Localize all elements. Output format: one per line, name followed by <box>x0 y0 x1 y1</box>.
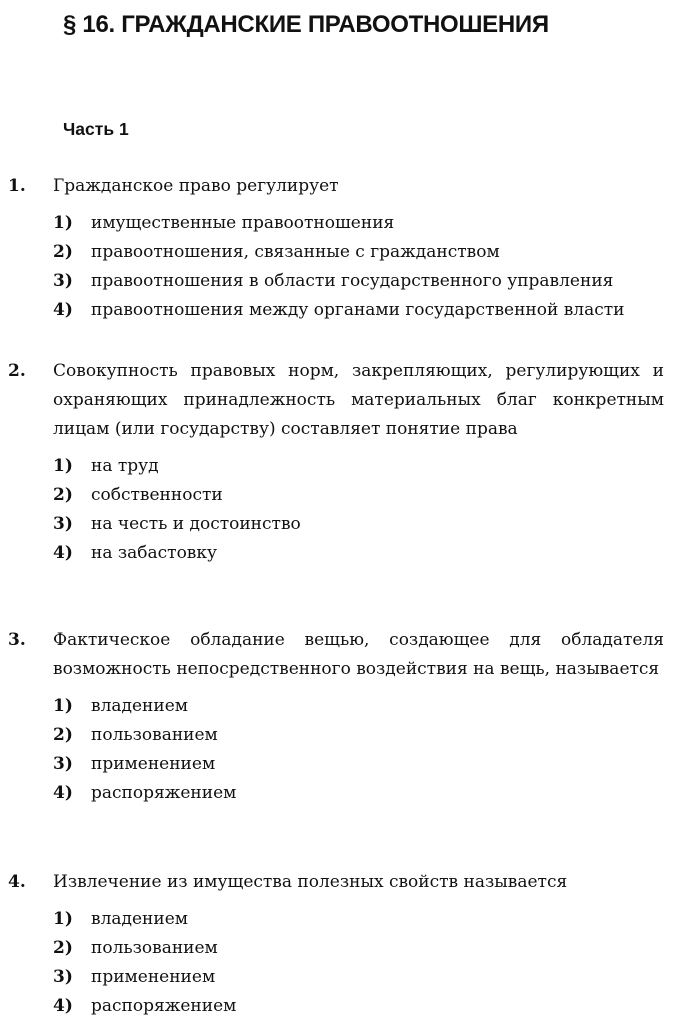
question-text: Совокупность правовых норм, закрепляющих, регулирующих и охраняющих принадлежность материальных благ конкретным лицам (или государству) составляет понятие права <box>53 361 664 439</box>
answer-option <box>53 481 664 510</box>
question-number: 3. <box>8 630 26 650</box>
answer-option <box>53 267 664 296</box>
answer-text: собственности <box>91 485 223 505</box>
answer-option <box>53 510 664 539</box>
answer-number: 3) <box>53 754 73 774</box>
answer-option <box>53 209 664 238</box>
answer-option <box>53 934 664 963</box>
answer-number: 3) <box>53 271 73 291</box>
answer-option <box>53 750 664 779</box>
question-3 <box>8 626 664 808</box>
question-number: 4. <box>8 872 26 892</box>
answer-option <box>53 779 664 808</box>
answer-list <box>8 905 664 1021</box>
answer-text: владением <box>91 909 188 929</box>
question-number: 2. <box>8 361 26 381</box>
answer-text: на труд <box>91 456 159 476</box>
answer-text: на честь и достоинство <box>91 514 301 534</box>
question-text: Фактическое обладание вещью, создающее для обладателя возможность непосредственного воздействия на вещь, называется <box>53 630 664 679</box>
answer-text: распоряжением <box>91 783 237 803</box>
answer-option <box>53 452 664 481</box>
answer-option <box>53 905 664 934</box>
answer-option <box>53 692 664 721</box>
answer-number: 4) <box>53 783 73 803</box>
answer-option <box>53 296 664 325</box>
answer-list <box>8 209 664 325</box>
answer-option <box>53 963 664 992</box>
question-1 <box>8 172 664 325</box>
answer-number: 3) <box>53 514 73 534</box>
answer-option <box>53 721 664 750</box>
question-stem <box>8 172 664 201</box>
answer-number: 2) <box>53 485 73 505</box>
answer-number: 4) <box>53 543 73 563</box>
question-2 <box>8 357 664 568</box>
question-text: Гражданское право регулирует <box>53 176 339 196</box>
question-stem <box>8 868 664 897</box>
question-4 <box>8 868 664 1021</box>
answer-number: 1) <box>53 909 73 929</box>
answer-text: применением <box>91 967 216 987</box>
answer-number: 1) <box>53 213 73 233</box>
answer-number: 4) <box>53 996 73 1016</box>
answer-text: имущественные правоотношения <box>91 213 395 233</box>
answer-text: применением <box>91 754 216 774</box>
answer-number: 2) <box>53 242 73 262</box>
answer-text: владением <box>91 696 188 716</box>
answer-option <box>53 539 664 568</box>
answer-list <box>8 452 664 568</box>
answer-text: на забастовку <box>91 543 218 563</box>
answer-text: пользованием <box>91 725 218 745</box>
part-title: Часть 1 <box>63 119 129 139</box>
answer-number: 2) <box>53 725 73 745</box>
answer-number: 4) <box>53 300 73 320</box>
question-number: 1. <box>8 176 26 196</box>
question-stem <box>8 357 664 444</box>
question-stem <box>8 626 664 684</box>
answer-number: 3) <box>53 967 73 987</box>
section-title: § 16. ГРАЖДАНСКИЕ ПРАВООТНОШЕНИЯ <box>63 11 549 38</box>
answer-text: правоотношения в области государственного управления <box>91 271 614 291</box>
answer-text: пользованием <box>91 938 218 958</box>
answer-list <box>8 692 664 808</box>
question-text: Извлечение из имущества полезных свойств называется <box>53 872 568 892</box>
answer-number: 1) <box>53 696 73 716</box>
answer-text: правоотношения между органами государственной власти <box>91 300 625 320</box>
answer-option <box>53 992 664 1021</box>
answer-text: распоряжением <box>91 996 237 1016</box>
answer-option <box>53 238 664 267</box>
answer-number: 2) <box>53 938 73 958</box>
answer-text: правоотношения, связанные с гражданством <box>91 242 500 262</box>
answer-number: 1) <box>53 456 73 476</box>
